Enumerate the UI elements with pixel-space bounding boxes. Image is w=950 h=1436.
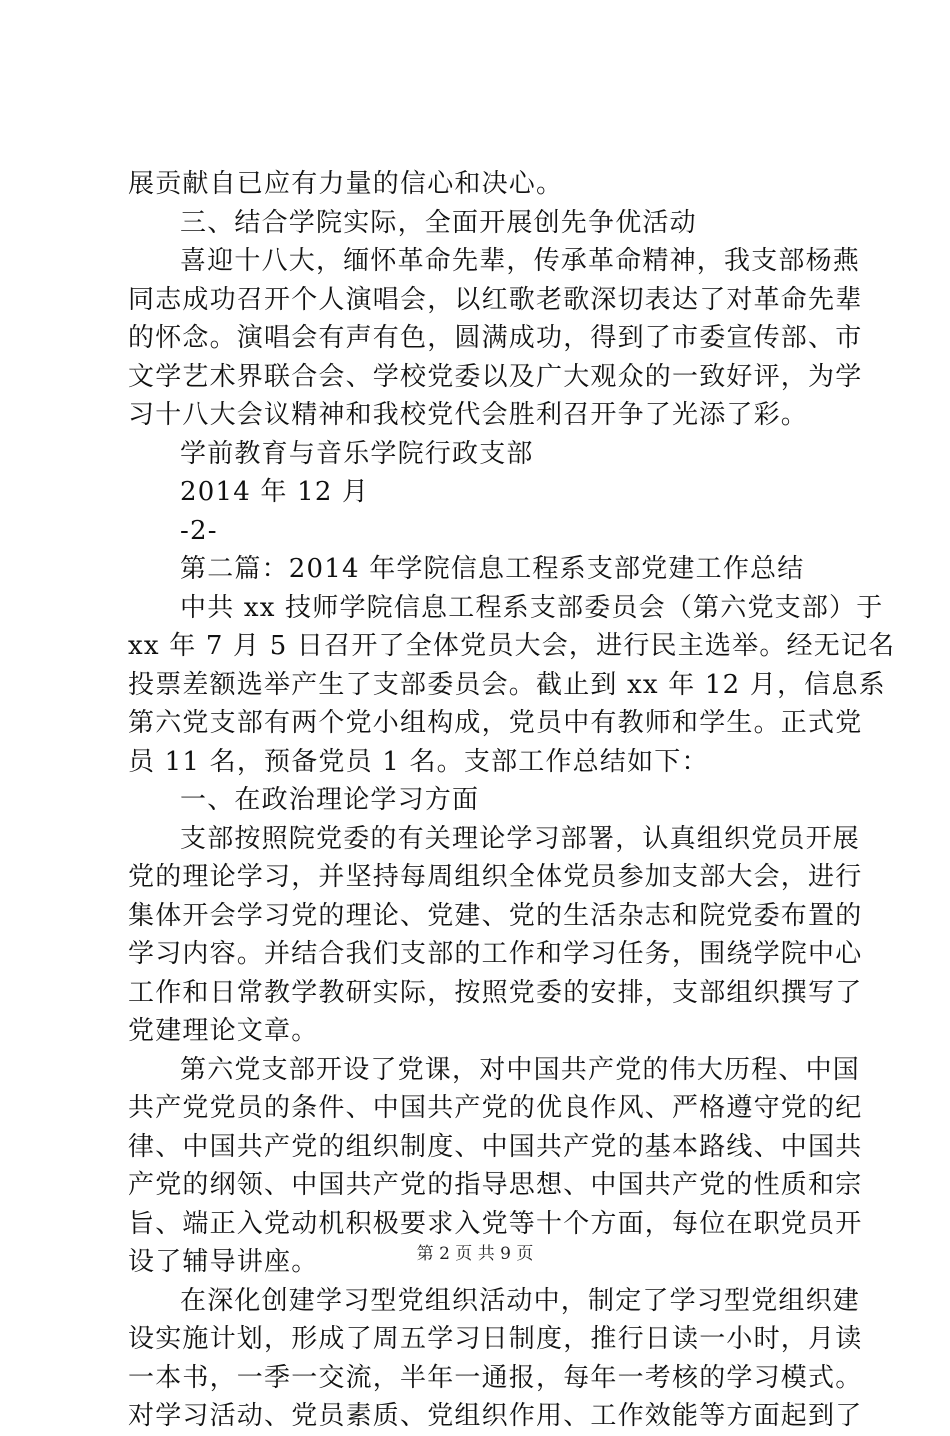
text-line: 同志成功召开个人演唱会，以红歌老歌深切表达了对革命先辈 <box>128 284 863 315</box>
text-line: 共产党党员的条件、中国共产党的优良作风、严格遵守党的纪 <box>128 1093 863 1123</box>
text-line: 党的理论学习，并坚持每周组织全体党员参加支部大会，进行 <box>128 862 863 892</box>
text-line: 支部按照院党委的有关理论学习部署，认真组织党员开展 <box>180 823 861 854</box>
text-line: 展贡献自已应有力量的信心和决心。 <box>128 169 564 199</box>
text-line: 三、结合学院实际，全面开展创先争优活动 <box>180 207 697 238</box>
text-line: 产党的纲领、中国共产党的指导思想、中国共产党的性质和宗 <box>128 1170 863 1200</box>
text-line: 文学艺术界联合会、学校党委以及广大观众的一致好评，为学 <box>128 361 863 392</box>
text-line: 旨、端正入党动机积极要求入党等十个方面，每位在职党员开 <box>128 1208 863 1239</box>
text-line: 律、中国共产党的组织制度、中国共产党的基本路线、中国共 <box>128 1131 863 1162</box>
text-line: xx 年 7 月 5 日召开了全体党员大会，进行民主选举。经无记名 <box>128 631 896 661</box>
page-footer: 第 2 页 共 9 页 <box>416 1244 534 1264</box>
text-line: 员 11 名，预备党员 1 名。支部工作总结如下： <box>128 746 709 777</box>
text-line: 2014 年 12 月 <box>180 477 370 507</box>
text-line: 喜迎十八大，缅怀革命先辈，传承革命精神，我支部杨燕 <box>180 246 861 276</box>
text-line: 集体开会学习党的理论、党建、党的生活杂志和院党委布置的 <box>128 900 863 931</box>
text-line: 中共 xx 技师学院信息工程系支部委员会（第六党支部）于 <box>180 592 884 623</box>
text-line: 学前教育与音乐学院行政支部 <box>180 438 534 469</box>
text-line: 投票差额选举产生了支部委员会。截止到 xx 年 12 月，信息系 <box>128 669 886 700</box>
text-line: 第六党支部有两个党小组构成，党员中有教师和学生。正式党 <box>128 708 863 738</box>
text-line: 第二篇：2014 年学院信息工程系支部党建工作总结 <box>180 554 805 584</box>
text-line: 在深化创建学习型党组织活动中，制定了学习型党组织建 <box>180 1285 861 1316</box>
text-line: 设实施计划，形成了周五学习日制度，推行日读一小时，月读 <box>128 1324 863 1354</box>
text-line: 对学习活动、党员素质、党组织作用、工作效能等方面起到了 <box>128 1401 863 1431</box>
text-line: 设了辅导讲座。 <box>128 1247 319 1277</box>
text-line: 党建理论文章。 <box>128 1016 319 1046</box>
text-line: 习十八大会议精神和我校党代会胜利召开争了光添了彩。 <box>128 400 809 430</box>
text-line: -2- <box>180 515 218 546</box>
text-line: 一、在政治理论学习方面 <box>180 785 480 815</box>
text-line: 一本书，一季一交流，半年一通报，每年一考核的学习模式。 <box>128 1362 863 1393</box>
text-line: 的怀念。演唱会有声有色，圆满成功，得到了市委宣传部、市 <box>128 323 863 353</box>
text-line: 学习内容。并结合我们支部的工作和学习任务，围绕学院中心 <box>128 939 863 969</box>
text-line: 第六党支部开设了党课，对中国共产党的伟大历程、中国 <box>180 1054 861 1085</box>
text-line: 工作和日常教学教研实际，按照党委的安排，支部组织撰写了 <box>128 977 863 1008</box>
